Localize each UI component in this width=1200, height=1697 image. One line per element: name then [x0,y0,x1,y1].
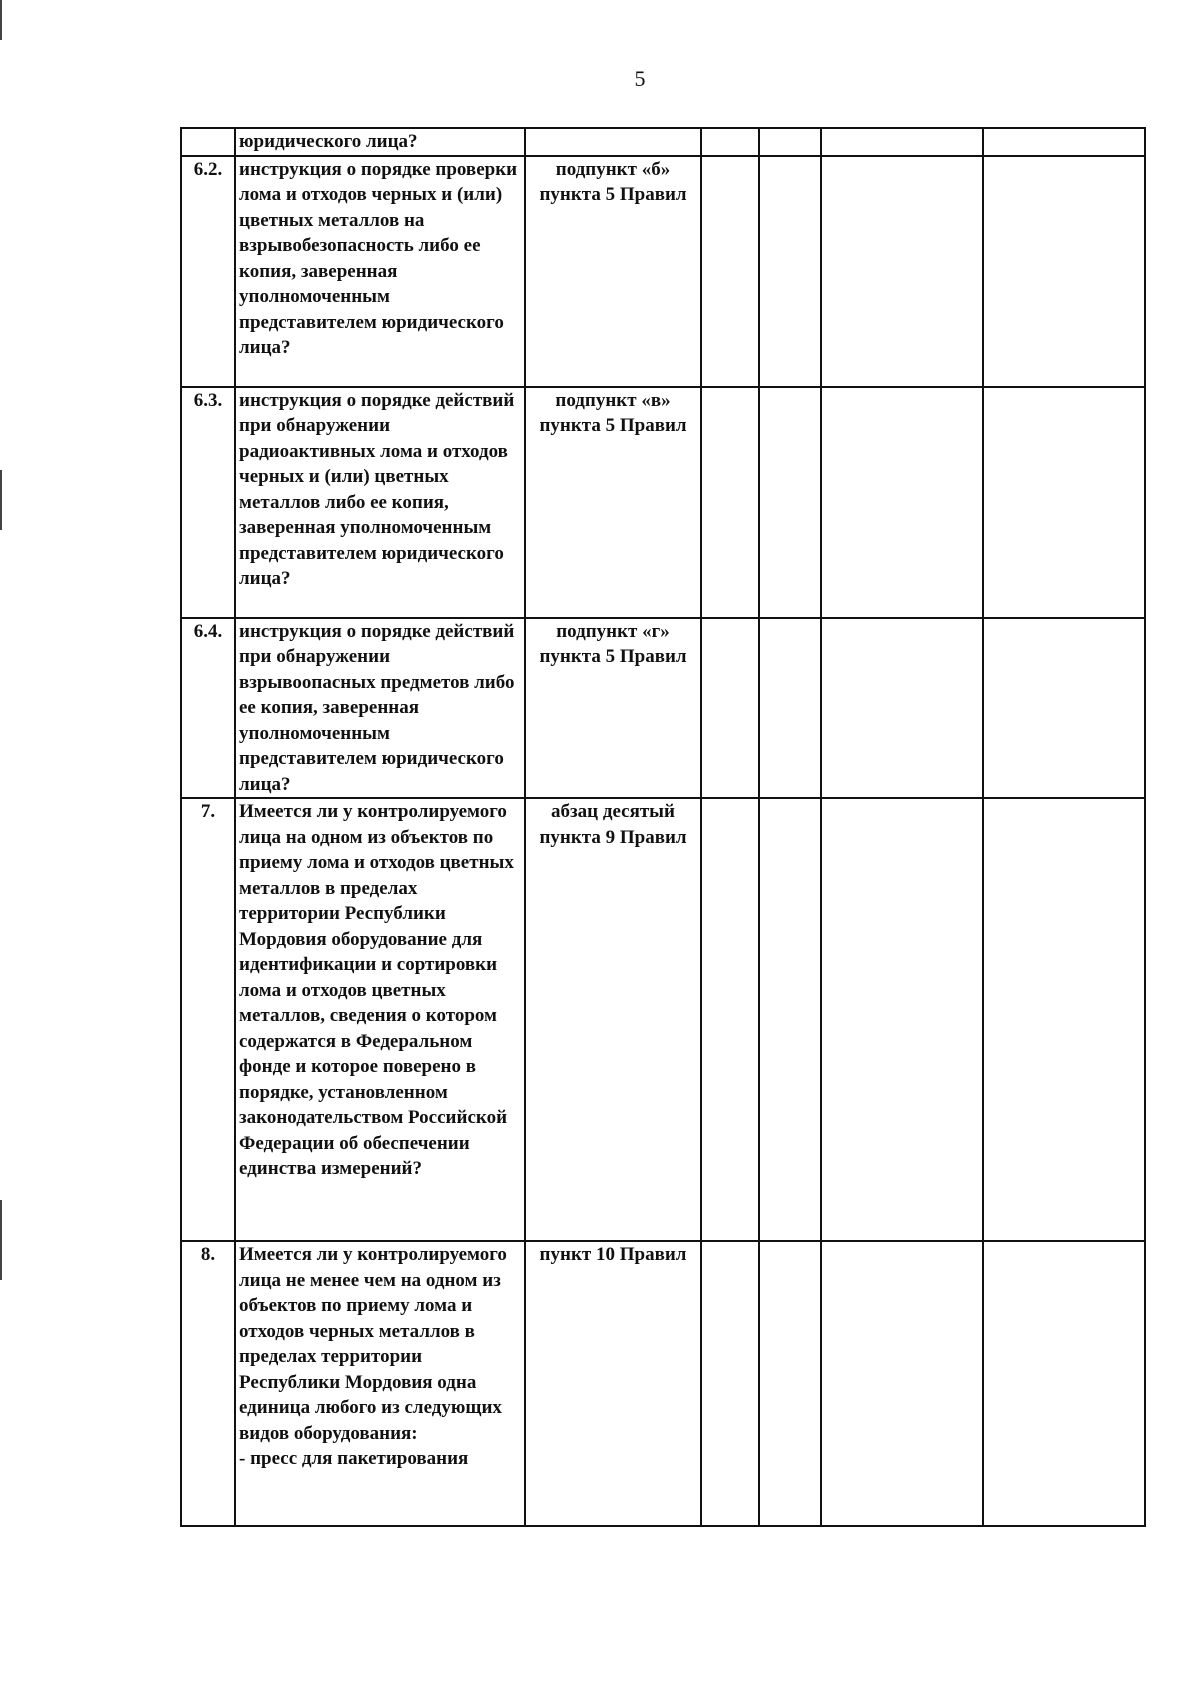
scan-edge-line [0,0,2,40]
note-cell [983,128,1145,156]
not-applicable-cell [821,798,983,1241]
item-number: 6.3. [181,387,235,618]
answer-no-cell [759,128,821,156]
item-number: 6.4. [181,618,235,799]
legal-reference [525,128,701,156]
note-cell [983,1241,1145,1526]
table-row [181,128,1145,156]
item-number [181,128,235,156]
item-number: 8. [181,1241,235,1526]
answer-no-cell [759,387,821,618]
not-applicable-cell [821,156,983,387]
answer-yes-cell [701,1241,759,1526]
item-number: 6.2. [181,156,235,387]
requirement-question: Имеется ли у контролируемого лица не менее чем на одном из объектов по приему лома и отходов черных металлов в пределах территории Республики Мордовия одна единица любого из следующих видов оборудования: - пресс для пакетирования [235,1241,525,1526]
item-number: 7. [181,798,235,1241]
scan-edge-line [0,470,2,530]
table-row [181,156,1145,387]
answer-yes-cell [701,618,759,799]
table-row [181,798,1145,1241]
legal-reference: подпункт «г» пункта 5 Правил [525,618,701,799]
requirement-question: инструкция о порядке проверки лома и отходов черных и (или) цветных металлов на взрывобезопасность либо ее копия, заверенная уполномоченным представителем юридического лица? [235,156,525,387]
legal-reference: пункт 10 Правил [525,1241,701,1526]
table-row [181,1241,1145,1526]
table-row [181,618,1145,799]
note-cell [983,387,1145,618]
not-applicable-cell [821,387,983,618]
requirement-question: Имеется ли у контролируемого лица на одном из объектов по приему лома и отходов цветных металлов в пределах территории Республики Мордовия оборудование для идентификации и сортировки лома и отходов цветных металлов, сведения о котором содержатся в Федеральном фонде и которое поверено в порядке, установленном законодательством Российской Федерации об обеспечении единства измерений? [235,798,525,1241]
answer-yes-cell [701,128,759,156]
legal-reference: абзац десятый пункта 9 Правил [525,798,701,1241]
answer-no-cell [759,1241,821,1526]
not-applicable-cell [821,1241,983,1526]
answer-no-cell [759,798,821,1241]
requirement-question: юридического лица? [235,128,525,156]
answer-yes-cell [701,798,759,1241]
checklist-table [180,127,1146,1527]
not-applicable-cell [821,128,983,156]
requirement-question: инструкция о порядке действий при обнаружении взрывоопасных предметов либо ее копия, заверенная уполномоченным представителем юридического лица? [235,618,525,799]
page-number: 5 [634,66,646,91]
note-cell [983,618,1145,799]
note-cell [983,156,1145,387]
answer-no-cell [759,618,821,799]
requirement-question: инструкция о порядке действий при обнаружении радиоактивных лома и отходов черных и (или) цветных металлов либо ее копия, заверенная уполномоченным представителем юридического лица? [235,387,525,618]
scan-edge-line [0,1200,2,1280]
legal-reference: подпункт «б» пункта 5 Правил [525,156,701,387]
legal-reference: подпункт «в» пункта 5 Правил [525,387,701,618]
answer-yes-cell [701,156,759,387]
not-applicable-cell [821,618,983,799]
note-cell [983,798,1145,1241]
table-row [181,387,1145,618]
answer-yes-cell [701,387,759,618]
answer-no-cell [759,156,821,387]
